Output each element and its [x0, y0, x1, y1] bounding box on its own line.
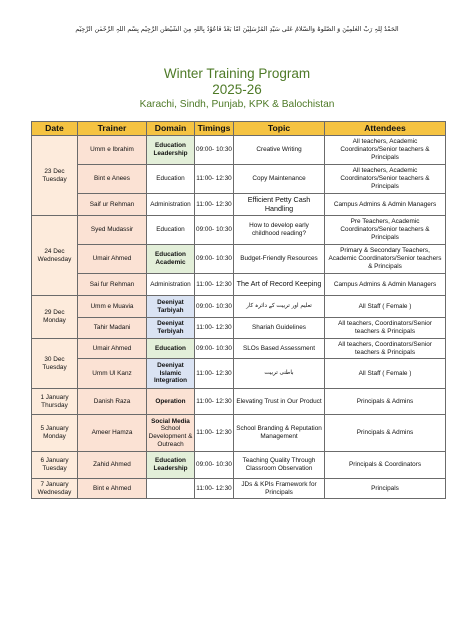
table-row [32, 136, 446, 165]
topic-cell: Elevating Trust in Our Product [234, 389, 325, 415]
table-row [32, 194, 446, 216]
header-timings: Timings [195, 122, 234, 136]
domain-cell: Administration [147, 274, 195, 296]
attendees-cell: Primary & Secondary Teachers, Academic Coordinators/Senior teachers & Principals [325, 245, 446, 274]
attendees-cell: Principals & Coordinators [325, 452, 446, 479]
attendees-cell: Principals & Admins [325, 389, 446, 415]
topic-cell: How to develop early childhood reading? [234, 216, 325, 245]
domain-cell: Deeniyat Islamic Integration [147, 359, 195, 389]
topic-cell: Efficient Petty Cash Handling [234, 194, 325, 216]
table-row [32, 415, 446, 452]
timing-cell: 11:00- 12:30 [195, 194, 234, 216]
trainer-cell: Zahid Ahmed [78, 452, 147, 479]
timing-cell: 11:00- 12:30 [195, 479, 234, 499]
domain-cell: Education Leadership [147, 452, 195, 479]
domain-cell: Operation [147, 389, 195, 415]
topic-cell: Budget-Friendly Resources [234, 245, 325, 274]
domain-cell: Education [147, 165, 195, 194]
date-cell: 6 January Tuesday [32, 452, 78, 479]
timing-cell: 11:00- 12:30 [195, 389, 234, 415]
domain-cell: Deeniyat Tarbiyah [147, 296, 195, 318]
topic-cell: Copy Maintenance [234, 165, 325, 194]
table-row [32, 339, 446, 359]
topic-cell: Teaching Quality Through Classroom Observation [234, 452, 325, 479]
attendees-cell: All teachers, Academic Coordinators/Senior teachers & Principals [325, 136, 446, 165]
domain-cell [147, 415, 195, 452]
page-title: Winter Training Program [163, 66, 311, 81]
table-row [32, 452, 446, 479]
topic-cell: SLOs Based Assessment [234, 339, 325, 359]
table-row [32, 318, 446, 339]
table-row [32, 216, 446, 245]
table-row [32, 359, 446, 389]
timing-cell: 11:00- 12:30 [195, 318, 234, 339]
program-year: 2025-26 [212, 82, 262, 97]
attendees-cell: Pre Teachers, Academic Coordinators/Senior teachers & Principals [325, 216, 446, 245]
date-cell: 30 Dec Tuesday [32, 339, 78, 389]
trainer-cell: Umm e Ibrahim [78, 136, 147, 165]
timing-cell: 09:00- 10:30 [195, 216, 234, 245]
attendees-cell: Principals [325, 479, 446, 499]
trainer-cell: Sai fur Rehman [78, 274, 147, 296]
trainer-cell: Bint e Ahmed [78, 479, 147, 499]
attendees-cell: All teachers, Academic Coordinators/Senior teachers & Principals [325, 165, 446, 194]
topic-cell: تعلیم اور تربیت کے دائرہ کار [234, 296, 325, 318]
topic-cell: باطنی تربیت [234, 359, 325, 389]
timing-cell: 09:00- 10:30 [195, 296, 234, 318]
timing-cell: 11:00- 12:30 [195, 165, 234, 194]
domain-cell: Education [147, 339, 195, 359]
attendees-cell: All teachers, Coordinators/Senior teachers & Principals [325, 318, 446, 339]
regions-subtitle: Karachi, Sindh, Punjab, KPK & Balochistan [139, 99, 335, 110]
trainer-cell: Umm Ul Kanz [78, 359, 147, 389]
schedule-table [31, 121, 446, 499]
date-cell: 23 Dec Tuesday [32, 136, 78, 216]
table-row [32, 245, 446, 274]
attendees-cell: Principals & Admins [325, 415, 446, 452]
timing-cell: 11:00- 12:30 [195, 274, 234, 296]
timing-cell: 11:00- 12:30 [195, 415, 234, 452]
domain-cell: Administration [147, 194, 195, 216]
timing-cell: 09:00- 10:30 [195, 452, 234, 479]
timing-cell: 09:00- 10:30 [195, 339, 234, 359]
trainer-cell: Umair Ahmed [78, 339, 147, 359]
domain-cell: Deeniyat Terbiyah [147, 318, 195, 339]
domain-highlight: Social Media [151, 417, 190, 425]
attendees-cell: Campus Admins & Admin Managers [325, 194, 446, 216]
date-cell: 5 January Monday [32, 415, 78, 452]
arabic-invocation: الْحَمْدُ لِلّٰہِ رَبِّ الْعٰلَمِیْنَ وَ الصَّلٰوۃُ وَالسَّلَامُ عَلٰی سَیِّدِ الْمُرْسَلِیْنَ اَمَّا بَعْدُ فَاَعُوْذُ بِاللّٰہِ مِنَ الشَّیْطٰنِ الرَّجِیْمِ بِسْمِ اللّٰہِ الرَّحْمٰنِ الرَّحِیْمِ [75, 26, 399, 33]
topic-cell: Creative Writing [234, 136, 325, 165]
topic-cell: JDs & KPIs Framework for Principals [234, 479, 325, 499]
timing-cell: 09:00- 10:30 [195, 136, 234, 165]
date-cell: 29 Dec Monday [32, 296, 78, 339]
header-domain: Domain [147, 122, 195, 136]
header-topic: Topic [234, 122, 325, 136]
date-cell: 1 January Thursday [32, 389, 78, 415]
attendees-cell: All Staff ( Female ) [325, 296, 446, 318]
table-row [32, 296, 446, 318]
trainer-cell: Umair Ahmed [78, 245, 147, 274]
domain-cell [147, 479, 195, 499]
table-header-row [32, 122, 446, 136]
timing-cell: 09:00- 10:30 [195, 245, 234, 274]
table-row [32, 165, 446, 194]
attendees-cell: All teachers, Coordinators/Senior teachers & Principals [325, 339, 446, 359]
trainer-cell: Umm e Muavia [78, 296, 147, 318]
header-date: Date [32, 122, 78, 136]
topic-cell: The Art of Record Keeping [234, 274, 325, 296]
header-attendees: Attendees [325, 122, 446, 136]
domain-cell: Education Leadership [147, 136, 195, 165]
attendees-cell: Campus Admins & Admin Managers [325, 274, 446, 296]
timing-cell: 11:00- 12:30 [195, 359, 234, 389]
domain-detail: School Development & Outreach [148, 425, 193, 448]
table-row [32, 479, 446, 499]
domain-cell: Education Academic [147, 245, 195, 274]
table-row [32, 389, 446, 415]
trainer-cell: Danish Raza [78, 389, 147, 415]
topic-cell: School Branding & Reputation Management [234, 415, 325, 452]
topic-cell: Shariah Guidelines [234, 318, 325, 339]
trainer-cell: Bint e Anees [78, 165, 147, 194]
attendees-cell: All Staff ( Female ) [325, 359, 446, 389]
date-cell: 24 Dec Wednesday [32, 216, 78, 296]
domain-cell: Education [147, 216, 195, 245]
trainer-cell: Syed Mudassir [78, 216, 147, 245]
trainer-cell: Saif ur Rehman [78, 194, 147, 216]
trainer-cell: Tahir Madani [78, 318, 147, 339]
header-trainer: Trainer [78, 122, 147, 136]
date-cell: 7 January Wednesday [32, 479, 78, 499]
table-row [32, 274, 446, 296]
trainer-cell: Ameer Hamza [78, 415, 147, 452]
